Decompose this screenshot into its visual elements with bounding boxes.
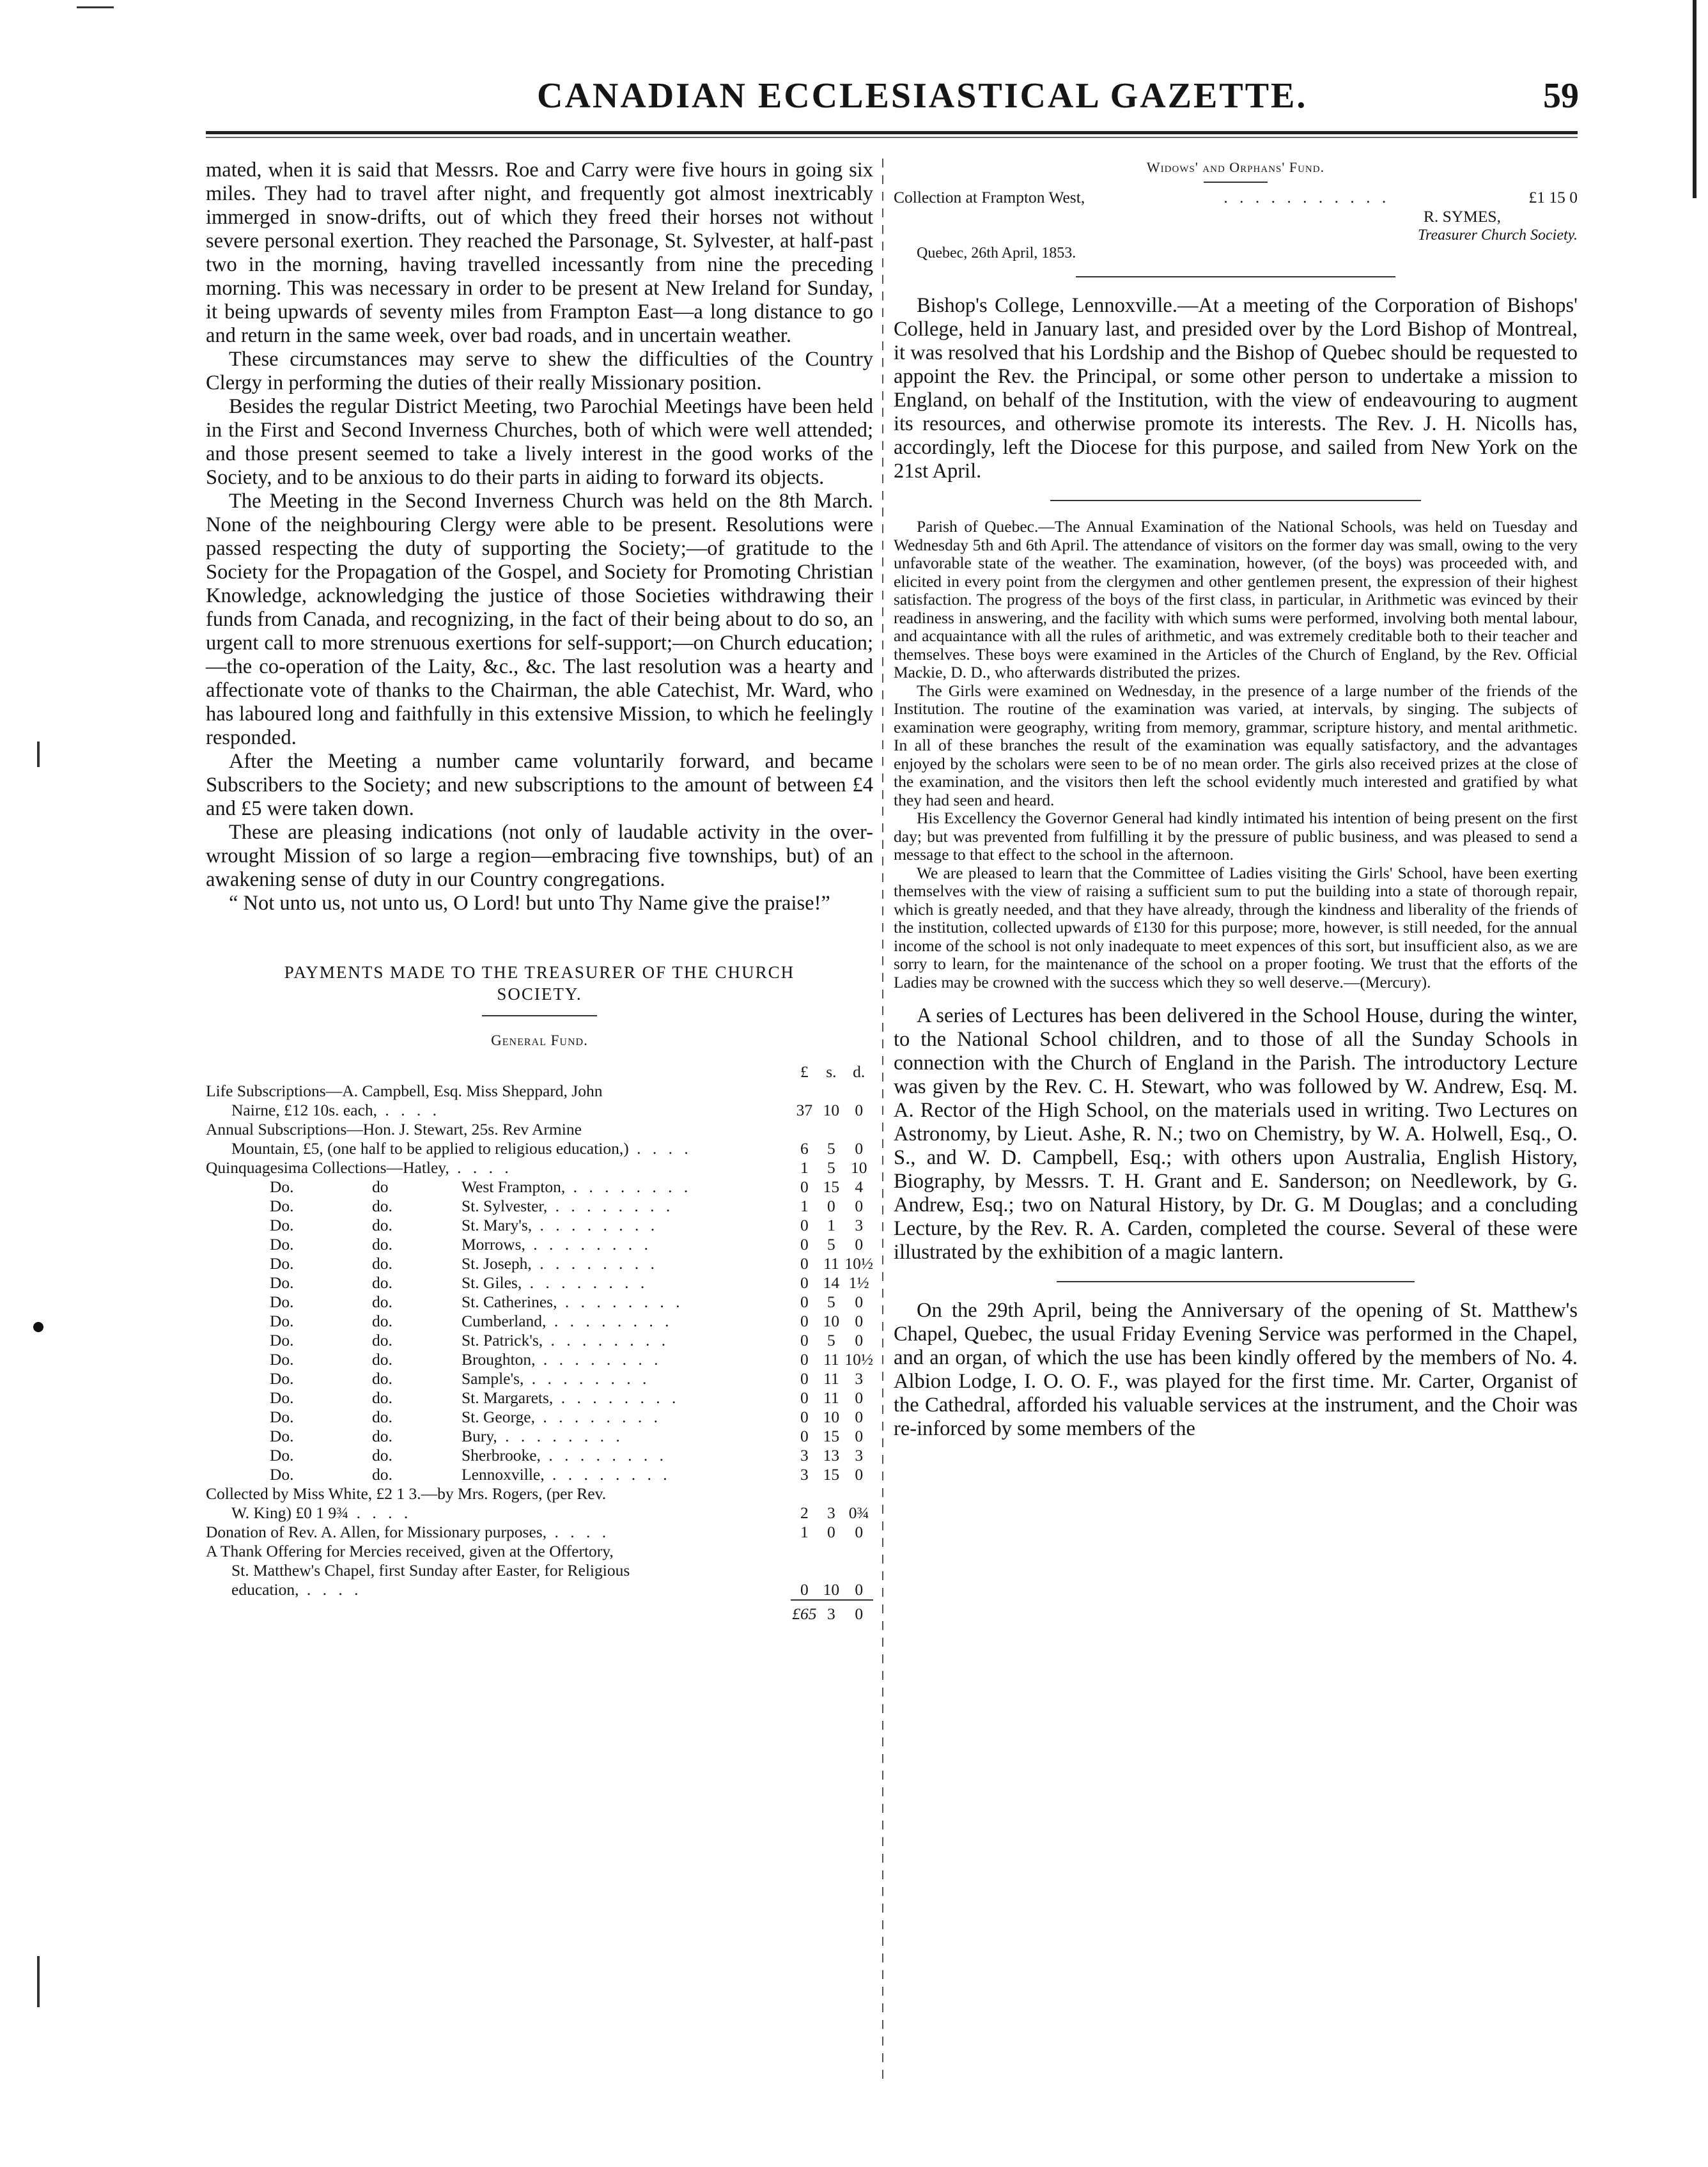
amount-shillings: 10	[823, 1580, 840, 1599]
header-rule-thin	[206, 137, 1578, 138]
entry-text: Donation of Rev. A. Allen, for Missionary purposes,	[206, 1523, 547, 1541]
paragraph-quote: “ Not unto us, not unto us, O Lord! but unto Thy Name give the praise!”	[229, 892, 830, 915]
amount-pence: 0	[855, 1312, 864, 1330]
entry-description	[206, 1503, 791, 1523]
place-name: West Frampton,	[462, 1177, 566, 1196]
amount-pounds: 0	[800, 1369, 809, 1388]
ditto-mark: do.	[372, 1388, 392, 1407]
amount-pounds: 0	[800, 1350, 809, 1369]
amount-pounds	[791, 1561, 818, 1580]
entry-text: Life Subscriptions—A. Campbell, Esq. Miss Sheppard, John	[206, 1082, 603, 1100]
ditto-mark: Do.	[270, 1388, 294, 1407]
table-row	[206, 1254, 873, 1273]
ditto-mark: Do.	[270, 1369, 294, 1388]
place-name: St. Giles,	[462, 1273, 522, 1292]
amount-pounds: 3	[800, 1465, 809, 1484]
amount-pounds: 6	[800, 1139, 809, 1158]
ditto-mark: Do.	[270, 1273, 294, 1292]
dateline: Quebec, 26th April, 1853.	[917, 245, 1076, 261]
table-row	[206, 1388, 873, 1408]
amount-shillings: 11	[823, 1369, 839, 1388]
collection-place	[462, 1427, 791, 1446]
paragraph: mated, when it is said that Messrs. Roe and Carry were five hours in going six miles. They had to travel after night, and frequently got almost inextricably immerged in snow-drifts, out of which they freed their horses not without severe personal exertion. They reached the Parsonage, St. Sylvester, at half-past two in the morning, having travelled incessantly from nine the preceding morning. This was necessary in order to be present at New Ireland for Sunday, it being upwards of seventy miles from Frampton East—a long distance to go and return in the same week, over bad roads, and in uncertain weather.	[206, 159, 873, 347]
amount-shillings: 5	[827, 1158, 835, 1177]
paragraph: The Meeting in the Second Inverness Church was held on the 8th March. None of the neighbouring Clergy were able to be present. Resolutions were passed respecting the duty of supporting the Society;—of gratitude to the Society for the Propagation of the Gospel, and Society for Promoting Christian Knowledge, acknowledging the justice of those Societies withdrawing their funds from Canada, and recognizing, in the fact of their being about to do so, an urgent call to more strenuous exertions for self-support;—on Church education;—the co-operation of the Laity, &c., &c. The last resolution was a hearty and affectionate vote of thanks to the Chairman, the able Catechist, Mr. Ward, who has laboured long and faithfully in this extensive Mission, to which he feelingly responded.	[206, 490, 873, 749]
amount-pounds	[791, 1082, 818, 1101]
collection-place	[462, 1273, 791, 1293]
place-name: St. George,	[462, 1408, 535, 1426]
amount-pounds: 1	[800, 1523, 809, 1541]
place-name: St. Mary's,	[462, 1216, 532, 1234]
title-rule	[1204, 182, 1268, 183]
amount-pounds: 3	[800, 1446, 809, 1464]
amount-pence: 0	[855, 1427, 864, 1445]
leader-dots: . . . . . . . .	[540, 1446, 667, 1464]
ditto-mark: do.	[372, 1293, 392, 1311]
place-name: St. Sylvester,	[462, 1197, 548, 1215]
amount-pence: 4	[855, 1177, 864, 1196]
amount-shillings: 11	[823, 1388, 839, 1407]
entry-description	[206, 1484, 791, 1503]
amount-pounds: 0	[800, 1235, 809, 1254]
amount-shillings	[818, 1561, 844, 1580]
table-row	[206, 1427, 873, 1446]
total-pounds: £65	[791, 1600, 818, 1624]
table-row	[206, 1369, 873, 1388]
amount-pence: 0	[855, 1580, 864, 1599]
amount-shillings: 15	[823, 1465, 840, 1484]
paragraph: After the Meeting a number came voluntarily forward, and became Subscribers to the Society; and new subscriptions to the amount of between £4 and £5 were taken down.	[206, 750, 873, 820]
table-row	[206, 1197, 873, 1216]
amount-pence: 0	[855, 1139, 864, 1158]
signatory-title: Treasurer Church Society.	[1418, 227, 1578, 244]
collection-place	[462, 1350, 791, 1369]
place-name: St. Patrick's,	[462, 1331, 543, 1349]
parish-paragraph: Parish of Quebec.—The Annual Examination of the National Schools, was held on Tuesday and Wednesday 5th and 6th April. The attendance of visitors on the former day was small, owing to the very unfavorable state of the weather. The examination, however, (of the boys) was proceeded with, and elicited in every point from the clergymen and other gentlemen present, the expression of their highest satisfaction. The progress of the boys of the first class, in particular, in Arithmetic was evinced by their readiness in answering, and the facility with which sums were performed, involving both mental labour, and acquaintance with all the rules of arithmetic, and was extremely creditable both to their teacher and themselves. These boys were examined in the Articles of the Church of England, by the Rev. Official Mackie, D. D., who afterwards distributed the prizes.	[894, 517, 1578, 681]
place-name: Lennoxville,	[462, 1465, 545, 1484]
amount-pence: 0	[855, 1388, 864, 1407]
collection-place	[462, 1293, 791, 1312]
column-divider	[882, 159, 883, 2083]
lectures-paragraph: A series of Lectures has been delivered in the School House, during the winter, to the National School children, and to those of all the Sunday Schools in connection with the Church of England in the Parish. The introductory Lecture was given by the Rev. C. H. Stewart, who was followed by W. Andrew, Esq. M. A. Rector of the High School, on the materials used in writing. Two Lectures on Astronomy, by Lieut. Ashe, R. N.; two on Chemistry, by W. A. Holwell, Esq., O. S., and W. D. Campbell, Esq.; with others upon Australia, English History, Biography, by Messrs. T. H. Grant and E. Sanderson; on Needlework, by G. Andrew, Esq.; two on Natural History, by Dr. G. M Douglas; and a concluding Lecture, by the Rev. R. A. Carden, completed the course. Several of these were illustrated by the exhibition of a magic lantern.	[894, 1004, 1578, 1264]
ditto-mark: Do.	[270, 1465, 294, 1484]
paragraph: These are pleasing indications (not only of laudable activity in the over-wrought Mission of so large a region—embracing five townships, but) of an awakening sense of duty in our Country congregations.	[206, 821, 873, 891]
collection-amount: £1 15 0	[1528, 188, 1578, 206]
amount-pounds: 0	[800, 1293, 809, 1311]
amount-shillings: 14	[823, 1273, 840, 1292]
corner-mark	[77, 6, 114, 8]
place-name: St. Catherines,	[462, 1293, 557, 1311]
leader-dots: . . . .	[299, 1580, 362, 1599]
entry-description	[206, 1082, 791, 1101]
amount-shillings: 5	[827, 1331, 835, 1349]
ditto-mark: do.	[372, 1369, 392, 1388]
collection-place	[462, 1408, 791, 1427]
table-row	[206, 1561, 873, 1580]
table-row	[206, 1312, 873, 1331]
currency-header-pence: d.	[853, 1062, 866, 1081]
amount-shillings: 10	[823, 1101, 840, 1119]
collection-place	[462, 1465, 791, 1484]
leader-dots: . . . . . . . .	[546, 1312, 673, 1330]
entry-text: A Thank Offering for Mercies received, given at the Offertory,	[206, 1542, 614, 1560]
amount-pence: 0	[855, 1331, 864, 1349]
leader-dots: . . . . . . . .	[553, 1388, 680, 1407]
table-row	[206, 1158, 873, 1177]
amount-pence: 0	[855, 1408, 864, 1426]
ditto-mark: Do.	[270, 1177, 294, 1196]
amount-shillings: 3	[827, 1503, 835, 1522]
amount-pounds: 0	[800, 1427, 809, 1445]
entry-text: Annual Subscriptions—Hon. J. Stewart, 25s. Rev Armine	[206, 1120, 582, 1138]
amount-pounds: 0	[800, 1388, 809, 1407]
ditto-mark: Do.	[270, 1293, 294, 1311]
amount-pence: 0	[855, 1197, 864, 1215]
leader-dots: . . . . . . . .	[534, 1408, 662, 1426]
page-number: 59	[1543, 76, 1579, 116]
table-row	[206, 1273, 873, 1293]
parish-paragraph: His Excellency the Governor General had kindly intimated his intention of being present on the first day; but was prevented from fulfilling it by the pressure of public business, and was pleased to send a message to that effect to the school in the afternoon.	[894, 809, 1578, 864]
place-name: St. Joseph,	[462, 1254, 532, 1273]
leader-dots: . . . . . . . .	[544, 1465, 671, 1484]
collection-place	[462, 1446, 791, 1465]
ditto-mark: Do.	[270, 1312, 294, 1330]
table-header-row	[206, 1062, 873, 1082]
total-row	[206, 1600, 873, 1624]
total-pence: 0	[844, 1600, 873, 1624]
amount-shillings: 10	[823, 1312, 840, 1330]
amount-pence: 10	[850, 1158, 867, 1177]
amount-shillings: 5	[827, 1235, 835, 1254]
collection-place	[462, 1235, 791, 1254]
table-row	[206, 1216, 873, 1235]
payments-title: PAYMENTS MADE TO THE TREASURER OF THE CHURCH SOCIETY.	[284, 963, 795, 1004]
amount-shillings	[818, 1542, 844, 1561]
amount-pence: 0	[855, 1101, 864, 1119]
amount-pence: 10½	[844, 1254, 873, 1273]
place-name: Sample's,	[462, 1369, 524, 1388]
parish-paragraph: We are pleased to learn that the Committee of Ladies visiting the Girls' School, have been exerting themselves with the view of raising a sufficient sum to put the building into a state of thorough repair, which is greatly needed, and that they have already, through the kindness and liberality of the friends of the institution, collected upwards of £130 for this purpose; more, however, is still needed, for the annual income of the school is not only inadequate to meet expences of this sort, but insufficient also, as we are sorry to learn, for the maintenance of the school on a proper footing. We trust that the efforts of the Ladies may be crowned with the success which they so well deserve.—(Mercury).	[894, 863, 1578, 991]
amount-shillings: 1	[827, 1216, 835, 1234]
entry-description	[206, 1101, 791, 1120]
currency-header-pounds: £	[800, 1062, 809, 1081]
amount-shillings: 5	[827, 1293, 835, 1311]
amount-shillings: 15	[823, 1427, 840, 1445]
amount-pence: 3	[855, 1446, 864, 1464]
right-column	[894, 159, 1578, 1441]
table-row	[206, 1446, 873, 1465]
entry-text: W. King) £0 1 9¾	[231, 1503, 349, 1522]
ditto-mark: do.	[372, 1197, 392, 1215]
table-row	[206, 1542, 873, 1561]
collection-place	[462, 1388, 791, 1408]
entry-text: Nairne, £12 10s. each,	[231, 1101, 378, 1119]
section-rule	[1050, 500, 1421, 501]
amount-shillings: 11	[823, 1254, 839, 1273]
amount-shillings: 11	[823, 1350, 839, 1369]
paragraph: Besides the regular District Meeting, two Parochial Meetings have been held in the First and Second Inverness Churches, both of which were well attended; and those present seemed to take a lively interest in the good works of the Society, and to be anxious to do their parts in aiding to forward its objects.	[206, 395, 873, 489]
fund-subtitle: General Fund.	[491, 1032, 588, 1048]
ditto-mark: do.	[372, 1312, 392, 1330]
leader-dots: . . . .	[628, 1139, 692, 1158]
amount-pence	[844, 1484, 873, 1503]
amount-pounds: 0	[800, 1580, 809, 1599]
table-row	[206, 1408, 873, 1427]
ditto-mark: do.	[372, 1446, 392, 1464]
table-row	[206, 1101, 873, 1120]
amount-pence: 10½	[844, 1350, 873, 1369]
amount-pounds: 0	[800, 1273, 809, 1292]
amount-pence	[844, 1542, 873, 1561]
ditto-mark: Do.	[270, 1446, 294, 1464]
place-name: Bury,	[462, 1427, 497, 1445]
table-row	[206, 1503, 873, 1523]
leader-dots: . . . . . . . .	[535, 1350, 662, 1369]
entry-description	[206, 1561, 791, 1580]
amount-shillings: 13	[823, 1446, 840, 1464]
leader-dots: . . . .	[377, 1101, 441, 1119]
amount-pence	[844, 1082, 873, 1101]
amount-pounds: 1	[800, 1197, 809, 1215]
ditto-mark: do.	[372, 1427, 392, 1445]
ditto-mark: Do.	[270, 1197, 294, 1215]
entry-text: St. Matthew's Chapel, first Sunday after Easter, for Religious	[231, 1561, 630, 1580]
left-column	[206, 159, 873, 1624]
table-row	[206, 1082, 873, 1101]
amount-pence: 0	[855, 1465, 864, 1484]
place-name: Cumberland,	[462, 1312, 547, 1330]
payments-table	[206, 1062, 873, 1624]
binding-edge	[1693, 0, 1696, 198]
ditto-mark: do.	[372, 1216, 392, 1234]
entry-description	[206, 1542, 791, 1561]
amount-shillings: 0	[827, 1523, 835, 1541]
ditto-mark: Do.	[270, 1350, 294, 1369]
table-row	[206, 1331, 873, 1350]
entry-description	[206, 1120, 791, 1139]
amount-pounds	[791, 1542, 818, 1561]
leader-dots: . . . . . . . .	[532, 1216, 659, 1234]
ditto-mark: do.	[372, 1273, 392, 1292]
collection-place	[462, 1254, 791, 1273]
amount-shillings: 15	[823, 1177, 840, 1196]
amount-shillings: 5	[827, 1139, 835, 1158]
amount-pence: 0¾	[848, 1503, 869, 1522]
ditto-mark: do.	[372, 1235, 392, 1254]
ditto-mark: Do.	[270, 1427, 294, 1445]
collection-label: Collection at Frampton West,	[894, 188, 1085, 206]
table-row	[206, 1235, 873, 1254]
section-rule	[1057, 1281, 1415, 1282]
table-row	[206, 1120, 873, 1139]
amount-shillings	[818, 1484, 844, 1503]
entry-text: Mountain, £5, (one half to be applied to religious education,)	[231, 1139, 629, 1158]
amount-pounds: 37	[796, 1101, 813, 1119]
amount-pence: 3	[855, 1369, 864, 1388]
leader-dots: . . . . . . . .	[522, 1273, 649, 1292]
table-row	[206, 1177, 873, 1197]
entry-description	[206, 1158, 791, 1177]
table-row	[206, 1465, 873, 1484]
table-row	[206, 1484, 873, 1503]
table-row	[206, 1580, 873, 1600]
amount-pounds: 0	[800, 1177, 809, 1196]
amount-pounds	[791, 1120, 818, 1139]
table-row	[206, 1523, 873, 1542]
ditto-mark: do.	[372, 1465, 392, 1484]
entry-text: Collected by Miss White, £2 1 3.—by Mrs. Rogers, (per Rev.	[206, 1484, 607, 1503]
amount-pence: 1½	[848, 1273, 869, 1292]
page-header	[211, 75, 1579, 127]
widows-fund-title: Widows' and Orphans' Fund.	[1146, 159, 1325, 175]
header-rule	[206, 131, 1578, 134]
bishops-college-paragraph: Bishop's College, Lennoxville.—At a meeting of the Corporation of Bishops' College, held in January last, and presided over by the Lord Bishop of Montreal, it was resolved that his Lordship and the Bishop of Quebec should be requested to appoint the Rev. the Principal, or some other person to undertake a mission to England, on behalf of the Institution, with the view of endeavouring to augment its resources, and otherwise promote its interests. The Rev. J. H. Nicolls has, accordingly, left the Diocese for this purpose, and sailed from New York on the 21st April.	[894, 294, 1578, 483]
running-title: CANADIAN ECCLESIASTICAL GAZETTE.	[537, 76, 1308, 116]
leader-dots: . . . . . . . .	[525, 1235, 652, 1254]
ditto-mark: Do.	[270, 1254, 294, 1273]
table-row	[206, 1139, 873, 1158]
leader-dots: . . . . . . . .	[557, 1293, 684, 1311]
ditto-mark: Do.	[270, 1235, 294, 1254]
place-name: Morrows,	[462, 1235, 525, 1254]
entry-text: Quinquagesima Collections—Hatley,	[206, 1158, 449, 1177]
amount-shillings	[818, 1120, 844, 1139]
leader-dots: . . . . . . . .	[565, 1177, 692, 1196]
amount-pence	[844, 1561, 873, 1580]
amount-pounds: 0	[800, 1312, 809, 1330]
collection-line	[894, 188, 1578, 207]
amount-pence: 0	[855, 1293, 864, 1311]
ditto-mark: Do.	[270, 1216, 294, 1234]
entry-description	[206, 1523, 791, 1542]
ditto-mark: do.	[372, 1254, 392, 1273]
amount-pence: 3	[855, 1216, 864, 1234]
amount-pounds: 2	[800, 1503, 809, 1522]
table-row	[206, 1293, 873, 1312]
amount-shillings: 0	[827, 1197, 835, 1215]
leader-dots: . . . . . . . .	[543, 1331, 670, 1349]
amount-pounds: 0	[800, 1216, 809, 1234]
leader-dots: . . . . . . . . . . .	[1223, 188, 1390, 206]
ditto-mark: Do.	[270, 1331, 294, 1349]
ditto-mark: do.	[372, 1331, 392, 1349]
amount-pence: 0	[855, 1235, 864, 1254]
amount-pounds	[791, 1484, 818, 1503]
place-name: Sherbrooke,	[462, 1446, 541, 1464]
entry-description	[206, 1139, 791, 1158]
collection-place	[462, 1216, 791, 1235]
amount-pence	[844, 1120, 873, 1139]
place-name: Broughton,	[462, 1350, 536, 1369]
ditto-mark: do.	[372, 1350, 392, 1369]
currency-header-shillings: s.	[826, 1062, 837, 1081]
st-matthews-paragraph: On the 29th April, being the Anniversary of the opening of St. Matthew's Chapel, Quebec, the usual Friday Evening Service was performed in the Chapel, and an organ, of which the use has been kindly offered by the members of No. 4. Albion Lodge, I. O. O. F., was played for the first time. Mr. Carter, Organist of the Cathedral, afforded his valuable services at the instrument, and the Choir was re-inforced by some members of the	[894, 1299, 1578, 1440]
margin-hole-mark	[33, 1322, 43, 1332]
collection-place	[462, 1331, 791, 1350]
amount-pounds: 1	[800, 1158, 809, 1177]
parish-paragraph: The Girls were examined on Wednesday, in the presence of a large number of the friends of the Institution. The routine of the examination was varied, at intervals, by singing. The subjects of examination were geography, writing from memory, grammar, scripture history, and mental arithmetic. In all of these branches the result of the examination was equally satisfactory, and the advantages enjoyed by the scholars were seen to be of no mean order. The girls also received prizes at the close of the examination, and the visitors then left the school evidently much interested and gratified by what they had seen and heard.	[894, 681, 1578, 809]
table-row	[206, 1350, 873, 1369]
margin-scan-mark	[37, 1956, 40, 2007]
ditto-mark: Do.	[270, 1408, 294, 1426]
collection-place	[462, 1177, 791, 1197]
amount-pounds: 0	[800, 1254, 809, 1273]
place-name: St. Margarets,	[462, 1388, 554, 1407]
title-rule	[482, 1015, 597, 1016]
collection-place	[462, 1312, 791, 1331]
collection-place	[462, 1369, 791, 1388]
collection-place	[462, 1197, 791, 1216]
leader-dots: . . . .	[449, 1158, 513, 1177]
entry-description	[206, 1580, 791, 1600]
leader-dots: . . . . . . . .	[497, 1427, 624, 1445]
total-shillings: 3	[818, 1600, 844, 1624]
amount-shillings	[818, 1082, 844, 1101]
entry-text: education,	[231, 1580, 299, 1599]
ditto-mark: do	[372, 1177, 389, 1196]
leader-dots: . . . . . . . .	[547, 1197, 674, 1215]
amount-shillings: 10	[823, 1408, 840, 1426]
signatory-name: R. SYMES,	[1423, 207, 1501, 226]
amount-pence: 0	[855, 1523, 864, 1541]
margin-scan-mark	[37, 742, 40, 767]
leader-dots: . . . .	[348, 1503, 412, 1522]
ditto-mark: do.	[372, 1408, 392, 1426]
section-rule	[1076, 276, 1395, 277]
amount-pounds: 0	[800, 1408, 809, 1426]
leader-dots: . . . . . . . .	[524, 1369, 651, 1388]
leader-dots: . . . . . . . .	[531, 1254, 658, 1273]
leader-dots: . . . .	[547, 1523, 610, 1541]
amount-pounds: 0	[800, 1331, 809, 1349]
paragraph: These circumstances may serve to shew the difficulties of the Country Clergy in performing the duties of their really Missionary position.	[206, 348, 873, 394]
